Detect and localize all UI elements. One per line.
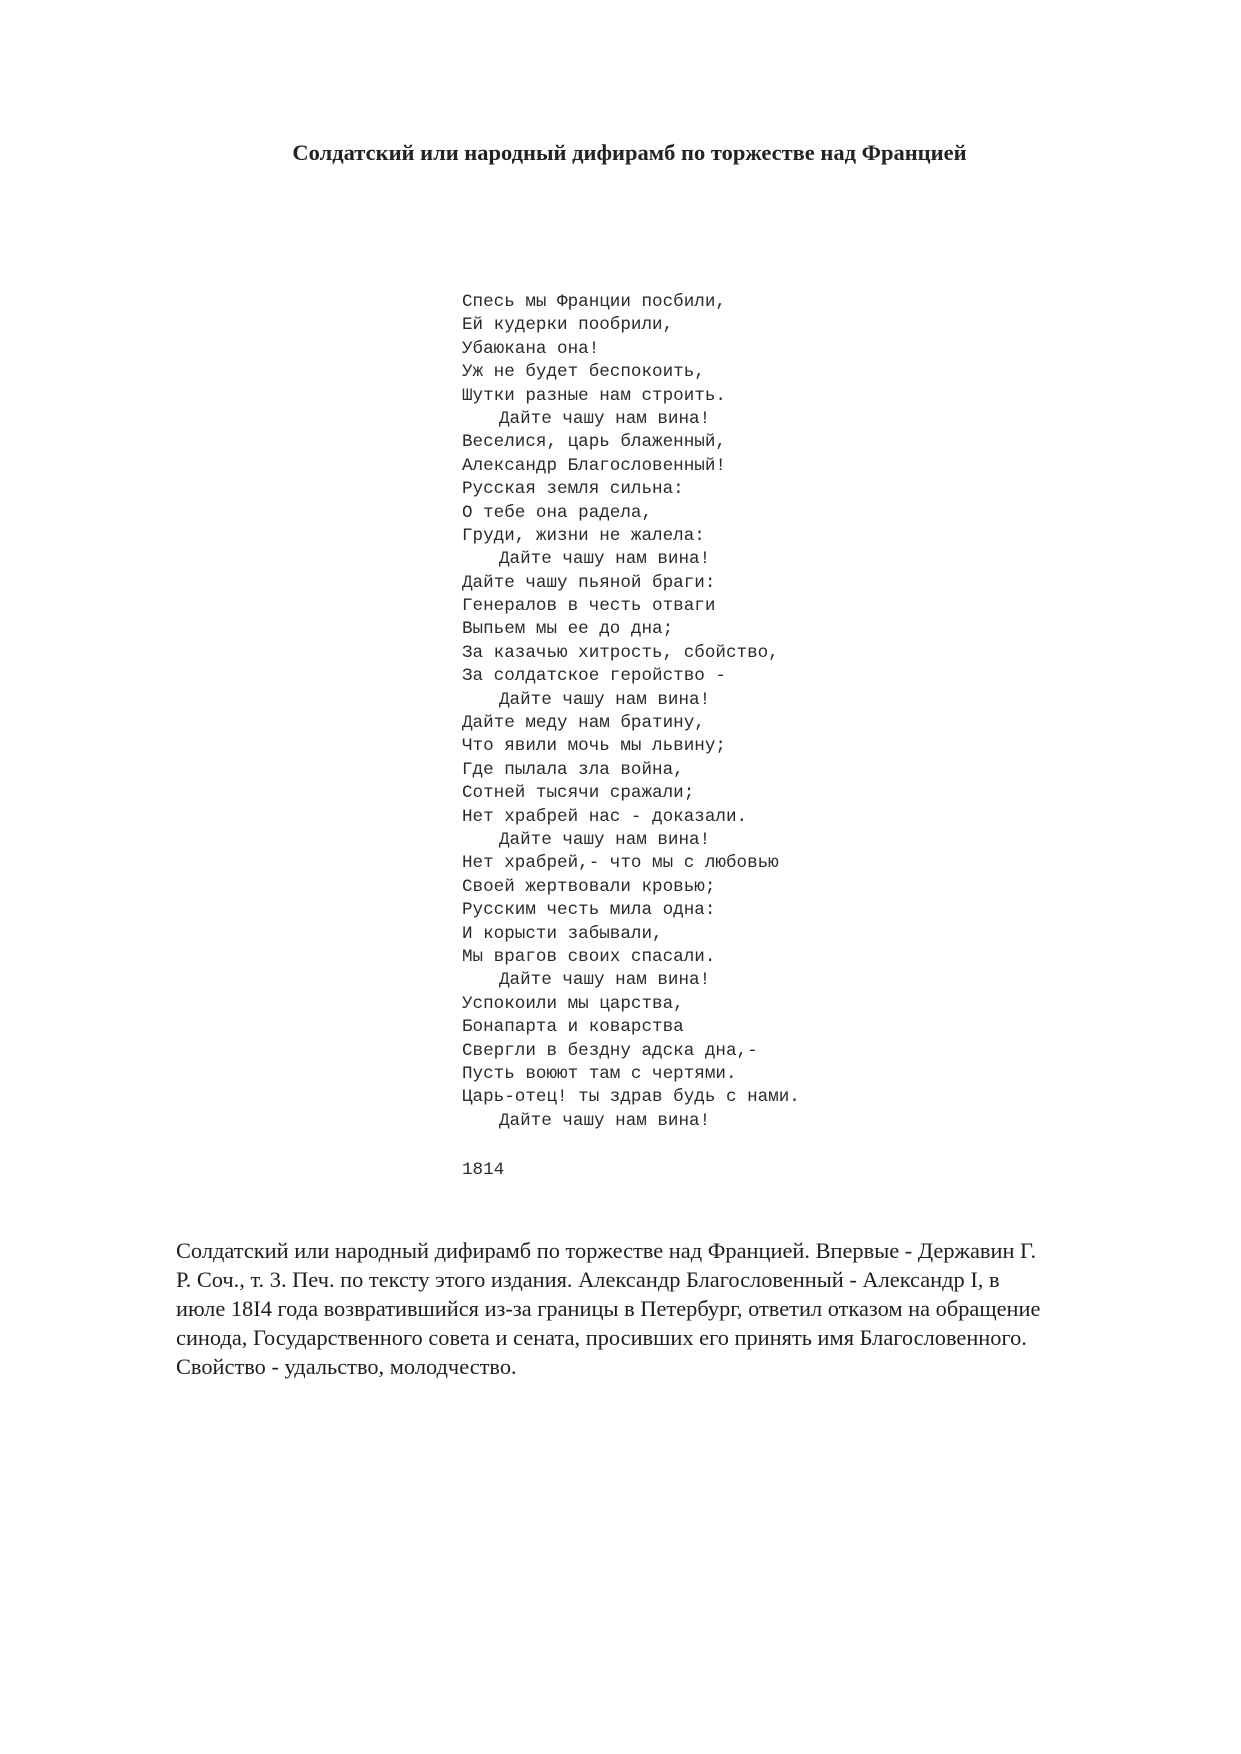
poem-line: Шутки разные нам строить. bbox=[462, 385, 726, 406]
poem-line: Груди, жизни не жалела: bbox=[462, 525, 705, 546]
poem-title: Солдатский или народный дифирамб по торжестве над Францией bbox=[292, 140, 967, 165]
poem-line: Русская земля сильна: bbox=[462, 479, 684, 500]
poem-line: Дайте меду нам братину, bbox=[462, 713, 705, 734]
poem-line: Русским честь мила одна: bbox=[462, 900, 716, 921]
poem-line: Уж не будет беспокоить, bbox=[462, 362, 705, 383]
poem-line: За солдатское геройство - bbox=[462, 666, 726, 687]
poem-line: Свергли в бездну адска дна,- bbox=[462, 1040, 758, 1061]
poem-body bbox=[462, 291, 800, 1133]
poem-line: Царь-отец! ты здрав будь с нами. bbox=[462, 1087, 800, 1108]
poem-line: Сотней тысячи сражали; bbox=[462, 783, 695, 804]
commentary-line: июле 18I4 года возвратившийся из-за границы в Петербург, ответил отказом на обращение bbox=[176, 1296, 1041, 1321]
poem-refrain-line: Дайте чашу нам вина! bbox=[499, 408, 711, 429]
poem-refrain-line: Дайте чашу нам вина! bbox=[499, 689, 711, 710]
poem-refrain-line: Дайте чашу нам вина! bbox=[499, 1110, 711, 1131]
poem-line: Веселися, царь блаженный, bbox=[462, 432, 726, 453]
commentary-line: Свойство - удальство, молодчество. bbox=[176, 1354, 517, 1379]
poem-line: Где пылала зла война, bbox=[462, 759, 684, 780]
poem-line: Успокоили мы царства, bbox=[462, 993, 684, 1014]
poem-line: Убаюкана она! bbox=[462, 338, 600, 359]
poem-line: Нет храбрей нас - доказали. bbox=[462, 806, 748, 827]
commentary-note bbox=[176, 1236, 1156, 1381]
commentary-line: синода, Государственного совета и сената, просивших его принять имя Благословенного. bbox=[176, 1325, 1027, 1350]
poem-line: Своей жертвовали кровью; bbox=[462, 876, 716, 897]
poem-line: Ей кудерки пообрили, bbox=[462, 315, 674, 336]
poem-line: О тебе она радела, bbox=[462, 502, 653, 523]
poem-line: Нет храбрей,- что мы с любовью bbox=[462, 853, 779, 874]
poem-line: За казачью хитрость, сбойство, bbox=[462, 642, 779, 663]
poem-line: Выпьем мы ее до дна; bbox=[462, 619, 674, 640]
poem-line: Мы врагов своих спасали. bbox=[462, 946, 716, 967]
commentary-line: Солдатский или народный дифирамб по торжестве над Францией. Впервые - Державин Г. bbox=[176, 1238, 1037, 1263]
poem-line: Пусть воюют там с чертями. bbox=[462, 1063, 737, 1084]
poem-refrain-line: Дайте чашу нам вина! bbox=[499, 829, 711, 850]
poem-line: И корысти забывали, bbox=[462, 923, 663, 944]
poem-line: Дайте чашу пьяной браги: bbox=[462, 572, 716, 593]
poem-line: Бонапарта и коварства bbox=[462, 1017, 684, 1038]
poem-line: Генералов в честь отваги bbox=[462, 596, 716, 617]
poem-refrain-line: Дайте чашу нам вина! bbox=[499, 549, 711, 570]
poem-line: Александр Благословенный! bbox=[462, 455, 726, 476]
poem-line: Что явили мочь мы львину; bbox=[462, 736, 726, 757]
commentary-line: Р. Соч., т. 3. Печ. по тексту этого издания. Александр Благословенный - Александр I, в bbox=[176, 1267, 1000, 1292]
poem-refrain-line: Дайте чашу нам вина! bbox=[499, 970, 711, 991]
poem-line: Спесь мы Франции посбили, bbox=[462, 292, 726, 312]
poem-year: 1814 bbox=[462, 1160, 505, 1180]
